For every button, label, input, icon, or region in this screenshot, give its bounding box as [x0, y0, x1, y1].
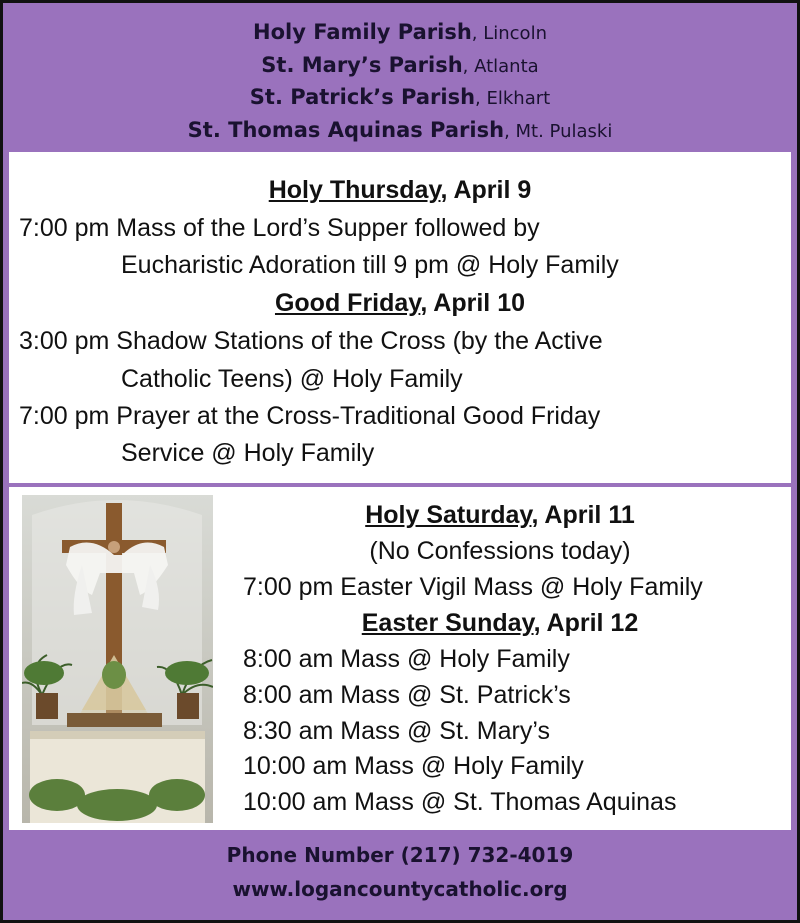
- contact-footer: [3, 833, 797, 920]
- easter-sunday-line: 10:00 am Mass @ Holy Family: [243, 752, 584, 780]
- holy-saturday-heading: Holy Saturday, April 11: [365, 501, 635, 529]
- good-friday-line: 7:00 pm Prayer at the Cross-Traditional Good Friday: [19, 402, 601, 430]
- phone-number: Phone Number (217) 732-4019: [226, 843, 574, 867]
- parish-line-st-thomas: St. Thomas Aquinas Parish, Mt. Pulaski: [187, 117, 613, 142]
- parish-line-st-marys: St. Mary’s Parish, Atlanta: [261, 52, 539, 77]
- parish-line-holy-family: Holy Family Parish, Lincoln: [253, 20, 547, 44]
- easter-sunday-line: 10:00 am Mass @ St. Thomas Aquinas: [243, 788, 677, 816]
- schedule-panel-top: [9, 152, 791, 483]
- easter-sunday-line: 8:00 am Mass @ Holy Family: [243, 645, 570, 673]
- easter-sunday-line: 8:00 am Mass @ St. Patrick’s: [243, 681, 571, 709]
- website-link[interactable]: www.logancountycatholic.org: [232, 877, 568, 901]
- good-friday-line: 3:00 pm Shadow Stations of the Cross (by the Active: [19, 327, 603, 355]
- parish-line-st-patricks: St. Patrick’s Parish, Elkhart: [249, 85, 551, 109]
- holy-saturday-line: (No Confessions today): [369, 537, 631, 565]
- holy-thursday-heading: Holy Thursday, April 9: [268, 176, 532, 204]
- holy-thursday-line: 7:00 pm Mass of the Lord’s Supper followed by: [19, 214, 540, 242]
- holy-thursday-line: Eucharistic Adoration till 9 pm @ Holy Family: [121, 251, 619, 279]
- parish-header: [3, 3, 797, 151]
- good-friday-line: Service @ Holy Family: [121, 439, 375, 467]
- holy-saturday-line: 7:00 pm Easter Vigil Mass @ Holy Family: [243, 573, 703, 601]
- good-friday-line: Catholic Teens) @ Holy Family: [121, 365, 463, 393]
- crucifix-altar-illustration: [22, 495, 213, 823]
- easter-sunday-line: 8:30 am Mass @ St. Mary’s: [243, 717, 550, 745]
- schedule-panel-bottom: [9, 487, 791, 830]
- good-friday-heading: Good Friday, April 10: [274, 289, 526, 317]
- crucifix-altar-image: [22, 495, 213, 823]
- easter-sunday-heading: Easter Sunday, April 12: [361, 609, 639, 637]
